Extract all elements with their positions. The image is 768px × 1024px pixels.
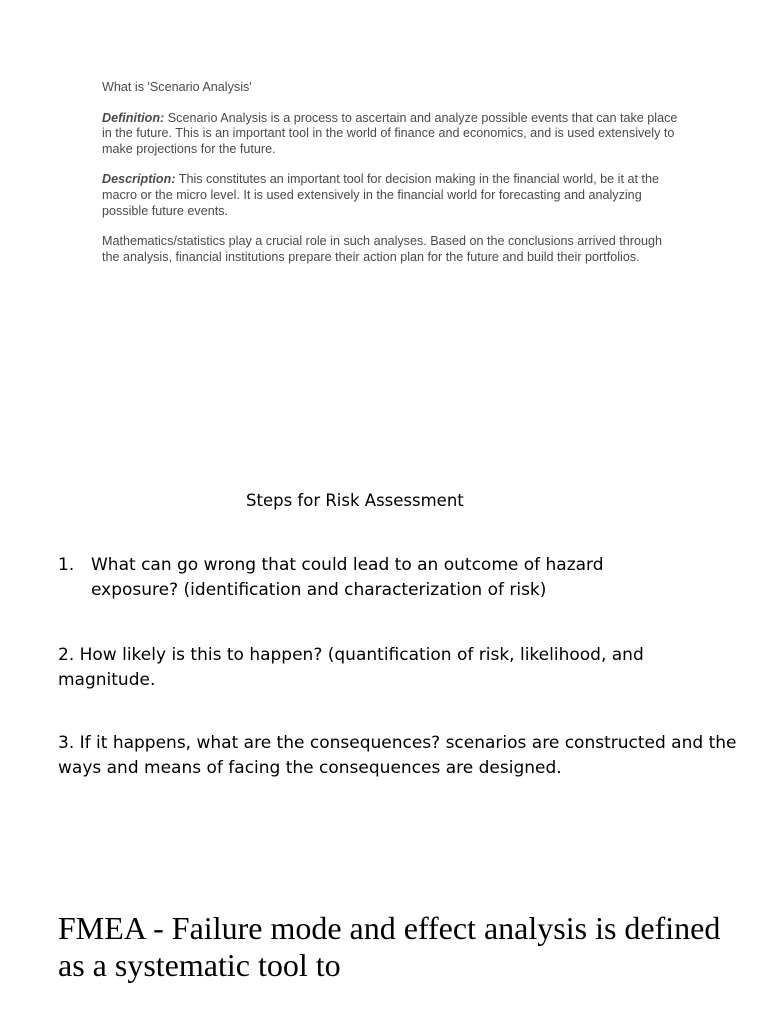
step-item-3: 3. If it happens, what are the consequences? scenarios are constructed and the ways and means of facing the consequences are designed. (58, 733, 737, 778)
scenario-heading: What is 'Scenario Analysis' (102, 80, 252, 94)
description-label: Description: (102, 172, 176, 187)
definition-text: Scenario Analysis is a process to ascertain and analyze possible events that can take place in the future. This is an important tool in the world of finance and economics, and is used extensively to make projections for the future. (102, 110, 678, 156)
description-text: This constitutes an important tool for decision making in the financial world, be it at the macro or the micro level. It is used extensively in the financial world for forecasting and analyzing possible future events. (102, 172, 659, 218)
description-paragraph (102, 172, 682, 219)
fmea-heading: FMEA - Failure mode and effect analysis is defined as a systematic tool to (58, 910, 721, 983)
mathematics-paragraph: Mathematics/statistics play a crucial role in such analyses. Based on the conclusions arrived through the analysis, financial institutions prepare their action plan for the future and build their portfolios. (102, 234, 662, 264)
scenario-analysis-section (102, 80, 682, 280)
step-item-1 (58, 553, 698, 602)
step-1-text: What can go wrong that could lead to an outcome of hazard exposure? (identification and characterization of risk) (91, 555, 604, 600)
steps-title: Steps for Risk Assessment (246, 491, 464, 510)
step-1-number: 1. (58, 555, 75, 575)
step-item-2: 2. How likely is this to happen? (quantification of risk, likelihood, and magnitude. (58, 645, 644, 690)
definition-paragraph (102, 111, 682, 158)
definition-label: Definition: (102, 110, 165, 125)
